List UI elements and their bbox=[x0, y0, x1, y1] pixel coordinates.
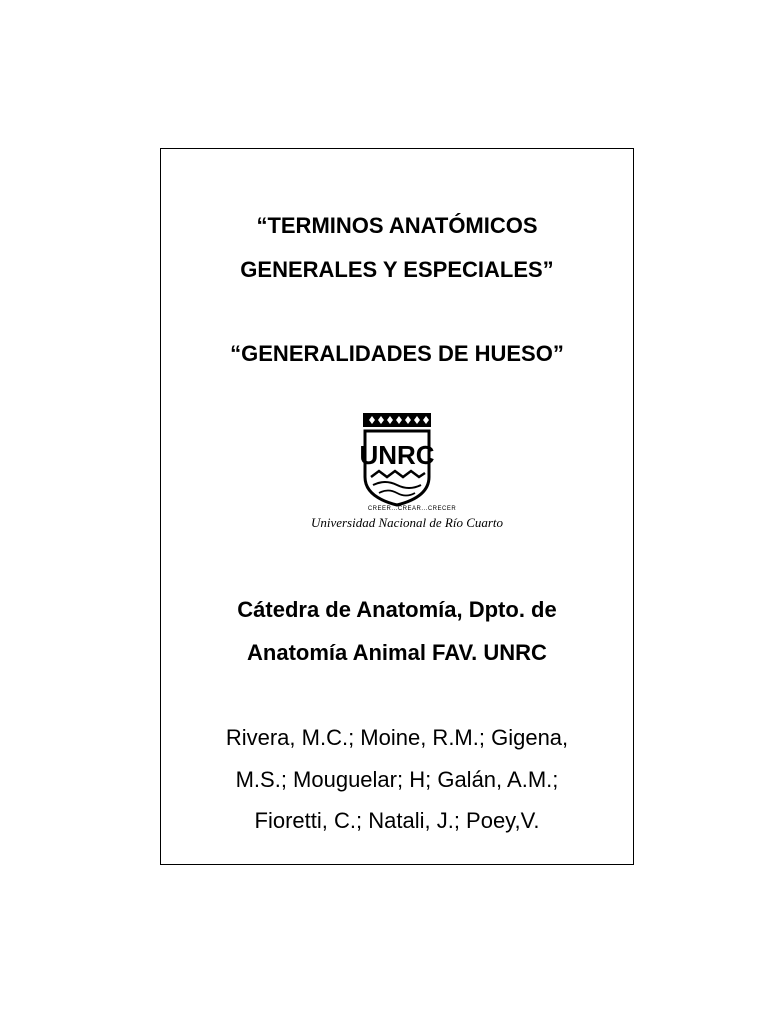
authors-line-2: M.S.; Mouguelar; H; Galán, A.M.; bbox=[235, 767, 559, 792]
department-line-2: Anatomía Animal FAV. UNRC bbox=[247, 640, 547, 665]
subtitle: “GENERALIDADES DE HUESO” bbox=[230, 341, 564, 366]
university-motto: CREER...CREAR...CRECER bbox=[367, 506, 457, 512]
unrc-shield-icon bbox=[357, 411, 437, 507]
authors-line-1: Rivera, M.C.; Moine, R.M.; Gigena, bbox=[225, 725, 569, 750]
title-line-1: “TERMINOS ANATÓMICOS bbox=[256, 213, 538, 238]
title-line-2: GENERALES Y ESPECIALES” bbox=[240, 257, 554, 282]
svg-text:UNRC: UNRC bbox=[359, 440, 435, 470]
department-line-1: Cátedra de Anatomía, Dpto. de bbox=[237, 597, 557, 622]
cover-frame bbox=[160, 148, 634, 865]
authors-line-3: Fioretti, C.; Natali, J.; Poey,V. bbox=[254, 808, 540, 833]
university-name: Universidad Nacional de Río Cuarto bbox=[310, 515, 504, 530]
